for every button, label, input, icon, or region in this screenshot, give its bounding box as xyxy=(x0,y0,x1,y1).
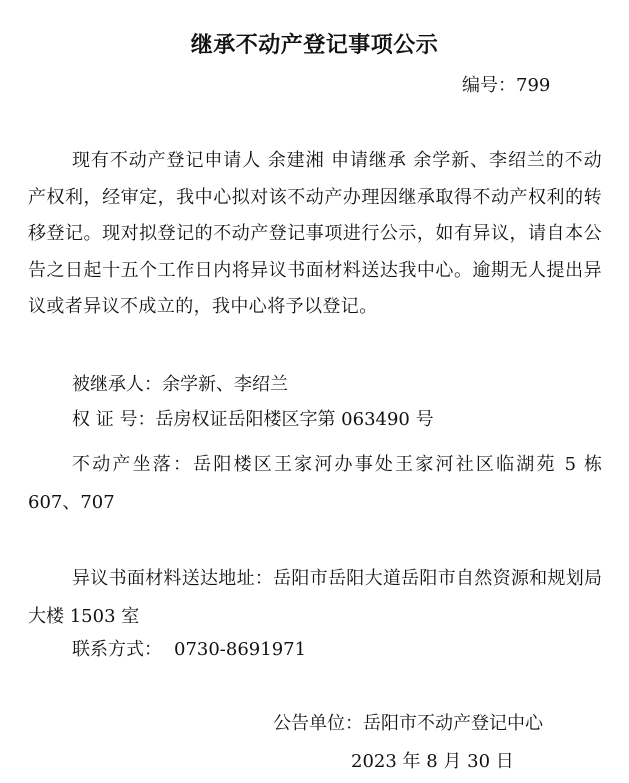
issuer-label: 公告单位： xyxy=(273,713,363,734)
document-title: 继承不动产登记事项公示 xyxy=(190,33,439,58)
decedent-label: 被继承人： xyxy=(72,374,162,395)
issuer-value: 岳阳市不动产登记中心 xyxy=(363,713,543,734)
document-number xyxy=(462,72,550,100)
contact-field xyxy=(72,636,306,664)
property-location: 不动产坐落：岳阳楼区王家河办事处王家河社区临湖苑 5 栋 607、707 xyxy=(28,454,602,513)
certificate-label: 权 证 号： xyxy=(72,409,156,430)
notice-date: 2023 年 8 月 30 日 xyxy=(351,751,514,772)
contact-value: 0730-8691971 xyxy=(174,639,307,660)
certificate-field xyxy=(72,406,434,434)
certificate-value: 岳房权证岳阳楼区字第 063490 号 xyxy=(155,409,434,430)
notice-body: 现有不动产登记申请人 余建湘 申请继承 余学新、李绍兰的不动产权利，经审定，我中心拟对该不动产办理因继承取得不动产权利的转移登记。现对拟登记的不动产登记事项进行公示，如有异议，请自本公告之日起十五个工作日内将异议书面材料送达我中心。逾期无人提出异议或者异议不成立的，我中心将予以登记。 xyxy=(28,150,602,318)
issuer-line xyxy=(273,710,543,738)
document-number-value: 799 xyxy=(516,75,551,96)
objection-address: 异议书面材料送达地址：岳阳市岳阳大道岳阳市自然资源和规划局大楼 1503 室 xyxy=(28,568,602,627)
decedent-value: 余学新、李绍兰 xyxy=(162,374,288,395)
contact-label: 联系方式： xyxy=(72,639,162,660)
decedent-field xyxy=(72,371,288,399)
document-number-label: 编号： xyxy=(462,75,516,96)
